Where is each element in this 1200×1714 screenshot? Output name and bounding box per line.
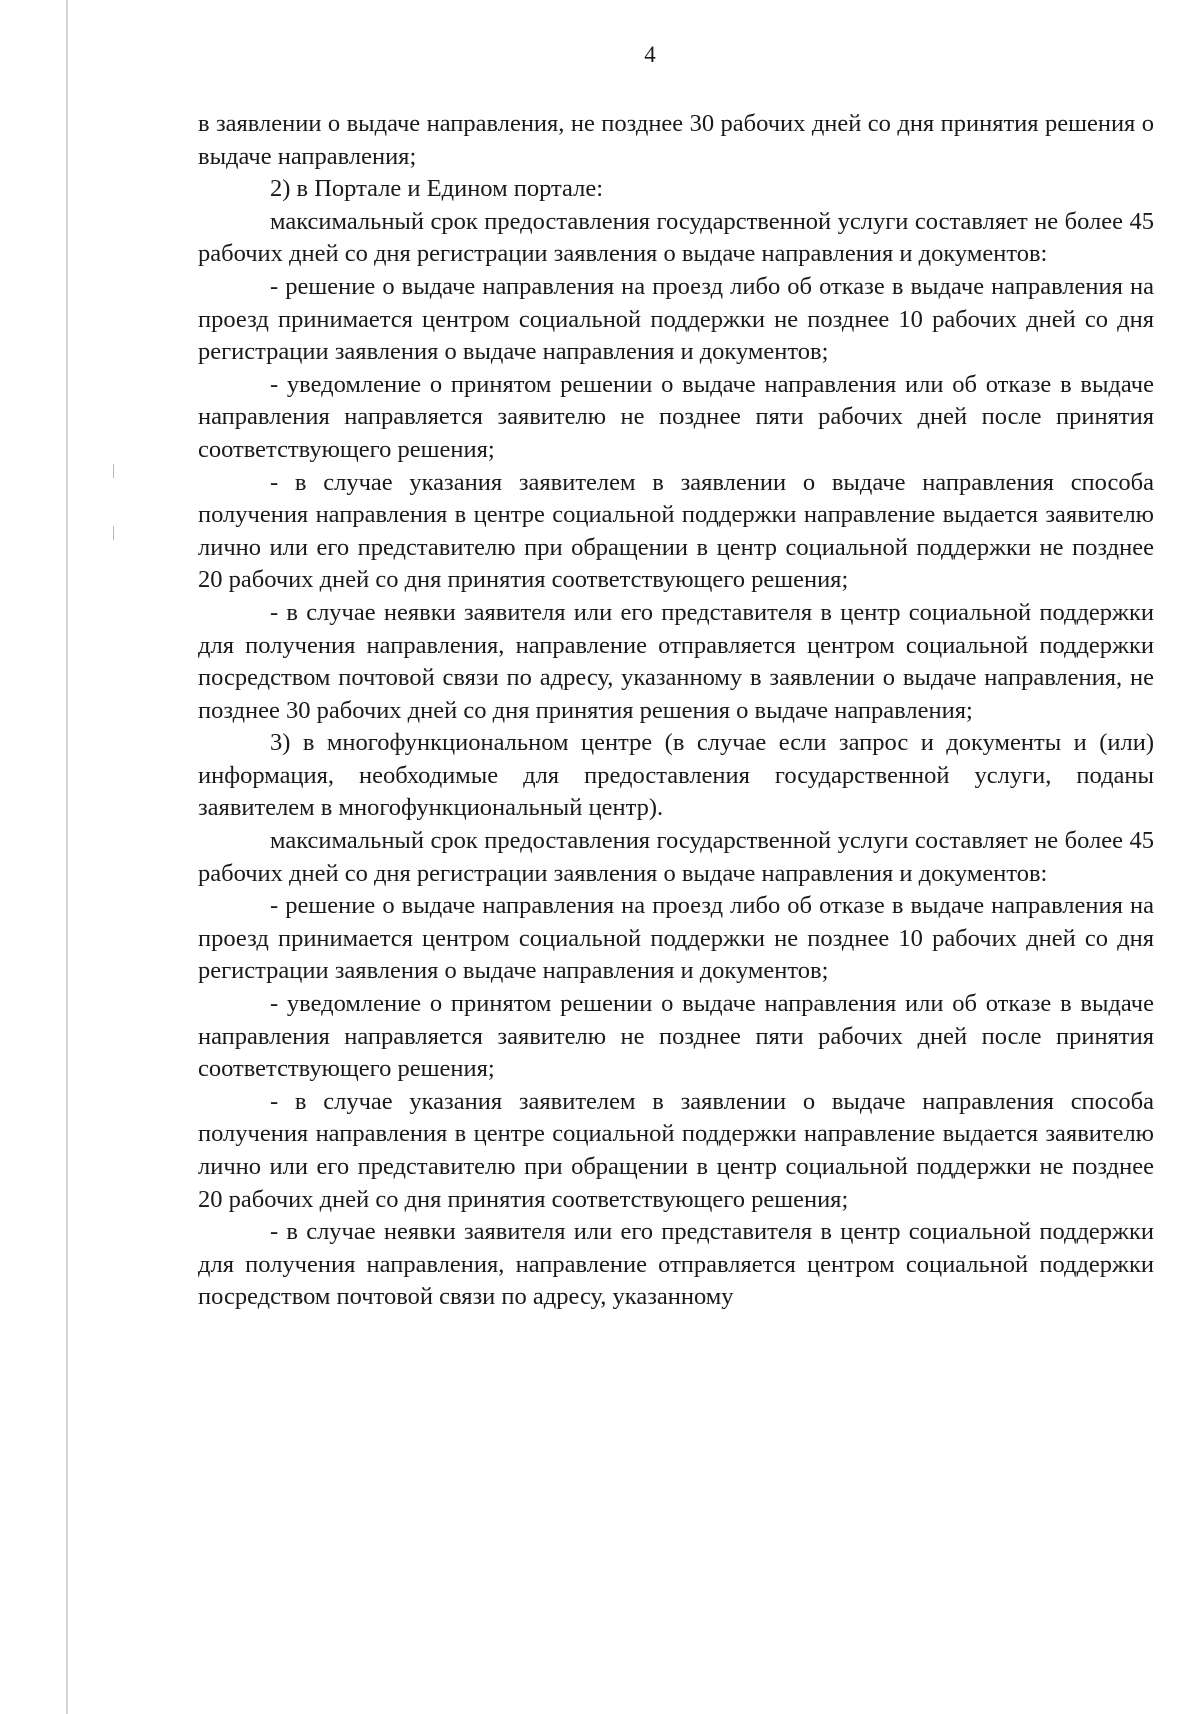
paragraph: в заявлении о выдаче направления, не позднее 30 рабочих дней со дня принятия решения о выдаче направления; xyxy=(198,110,1154,170)
scan-margin-mark xyxy=(113,526,114,540)
paragraph: максимальный срок предоставления государственной услуги составляет не более 45 рабочих дней со дня регистрации заявления о выдаче направления и документов: xyxy=(198,827,1154,887)
list-item: - в случае неявки заявителя или его представителя в центр социальной поддержки для получения направления, направление отправляется центром социальной поддержки посредством почтовой связи по адресу, указанному xyxy=(198,1218,1154,1311)
list-item: - уведомление о принятом решении о выдаче направления или об отказе в выдаче направления направляется заявителю не позднее пяти рабочих дней после принятия соответствующего решения; xyxy=(198,990,1154,1083)
list-item: - в случае указания заявителем в заявлении о выдаче направления способа получения направления в центре социальной поддержки направление выдается заявителю лично или его представителю при обращении в центр социальной поддержки не позднее 20 рабочих дней со дня принятия соответствующего решения; xyxy=(198,1087,1154,1213)
scan-edge-line xyxy=(66,0,68,1714)
list-item: - уведомление о принятом решении о выдаче направления или об отказе в выдаче направления направляется заявителю не позднее пяти рабочих дней после принятия соответствующего решения; xyxy=(198,370,1154,463)
page-number: 4 xyxy=(644,42,656,67)
paragraph: максимальный срок предоставления государственной услуги составляет не более 45 рабочих дней со дня регистрации заявления о выдаче направления и документов: xyxy=(198,207,1154,268)
list-item: - в случае неявки заявителя или его представителя в центр социальной поддержки для получения направления, направление отправляется центром социальной поддержки посредством почтовой связи по адресу, указанному в заявлении о выдаче направления, не позднее 30 рабочих дней со дня принятия решения о выдаче направления; xyxy=(198,598,1154,724)
scan-margin-mark xyxy=(113,464,114,478)
list-item: - в случае указания заявителем в заявлении о выдаче направления способа получения направления в центре социальной поддержки направление выдается заявителю лично или его представителю при обращении в центр социальной поддержки не позднее 20 рабочих дней со дня принятия соответствующего решения; xyxy=(198,468,1154,594)
document-body xyxy=(198,108,1154,1314)
list-item: 3) в многофункциональном центре (в случае если запрос и документы и (или) информация, необходимые для предоставления государственной услуги, поданы заявителем в многофункциональный центр). xyxy=(198,729,1154,822)
list-item: - решение о выдаче направления на проезд либо об отказе в выдаче направления на проезд принимается центром социальной поддержки не позднее 10 рабочих дней со дня регистрации заявления о выдаче направления и документов; xyxy=(198,272,1154,366)
list-item: 2) в Портале и Едином портале: xyxy=(270,175,604,203)
list-item: - решение о выдаче направления на проезд либо об отказе в выдаче направления на проезд принимается центром социальной поддержки не позднее 10 рабочих дней со дня регистрации заявления о выдаче направления и документов; xyxy=(198,892,1154,985)
